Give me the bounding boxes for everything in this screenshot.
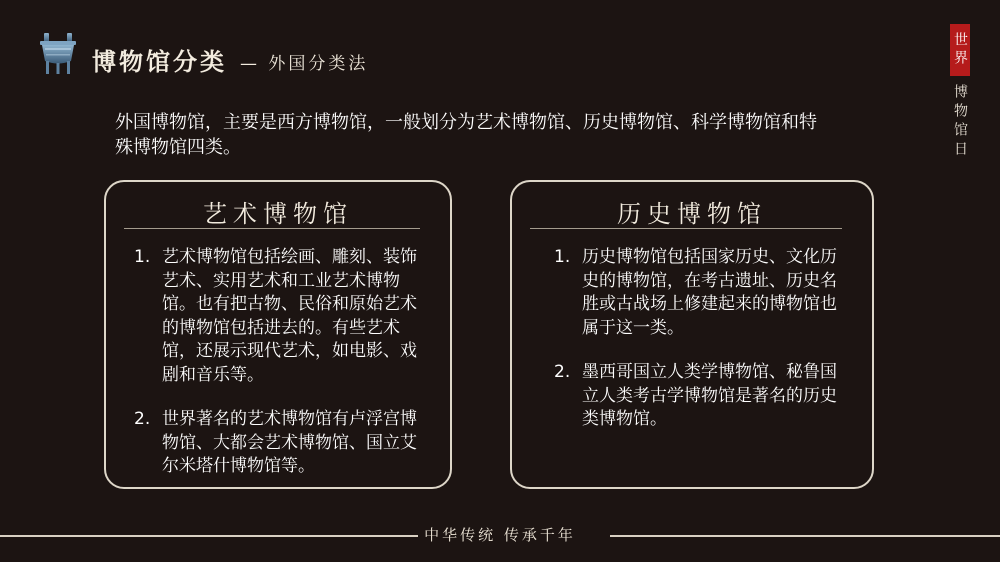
footer-slogan: 中华传统 传承千年 — [424, 526, 576, 544]
list-number: 2. — [134, 409, 151, 429]
list-item — [134, 408, 418, 479]
list-item — [554, 246, 844, 340]
list-text: 历史博物馆包括国家历史、文化历史的博物馆，在考古遗址、历史名胜或古战场上修建起来的博物馆也属于这一类。 — [582, 247, 837, 338]
list-number: 1. — [554, 247, 571, 267]
card-list — [554, 246, 844, 453]
list-number: 2. — [554, 362, 571, 382]
intro-paragraph: 外国博物馆，主要是西方博物馆，一般划分为艺术博物馆、历史博物馆、科学博物馆和特殊博物馆四类。 — [115, 112, 817, 158]
card-divider — [124, 228, 420, 229]
list-text: 艺术博物馆包括绘画、雕刻、装饰艺术、实用艺术和工业艺术博物馆。也有把古物、民俗和原始艺术的博物馆包括进去的。有些艺术馆，还展示现代艺术，如电影、戏剧和音乐等。 — [162, 247, 417, 385]
history-museum-card — [510, 180, 874, 489]
card-title: 艺术博物馆 — [203, 200, 353, 228]
list-number: 1. — [134, 247, 151, 267]
list-text: 墨西哥国立人类学博物馆、秘鲁国立人类考古学博物馆是著名的历史类博物馆。 — [582, 362, 837, 429]
card-title: 历史博物馆 — [617, 200, 767, 228]
card-list — [134, 246, 418, 500]
art-museum-card — [104, 180, 452, 489]
list-item — [134, 246, 418, 387]
page-title: 博物馆分类 — [92, 48, 227, 76]
list-text: 世界著名的艺术博物馆有卢浮宫博物馆、大都会艺术博物馆、国立艾尔米塔什博物馆等。 — [162, 409, 417, 476]
page-subtitle: — 外国分类法 — [240, 54, 369, 74]
card-divider — [530, 228, 842, 229]
world-badge: 世界 — [950, 24, 970, 76]
bronze-ding-icon — [36, 30, 80, 76]
museum-day-vertical-label: 博物馆日 — [952, 84, 968, 160]
list-item — [554, 361, 844, 432]
